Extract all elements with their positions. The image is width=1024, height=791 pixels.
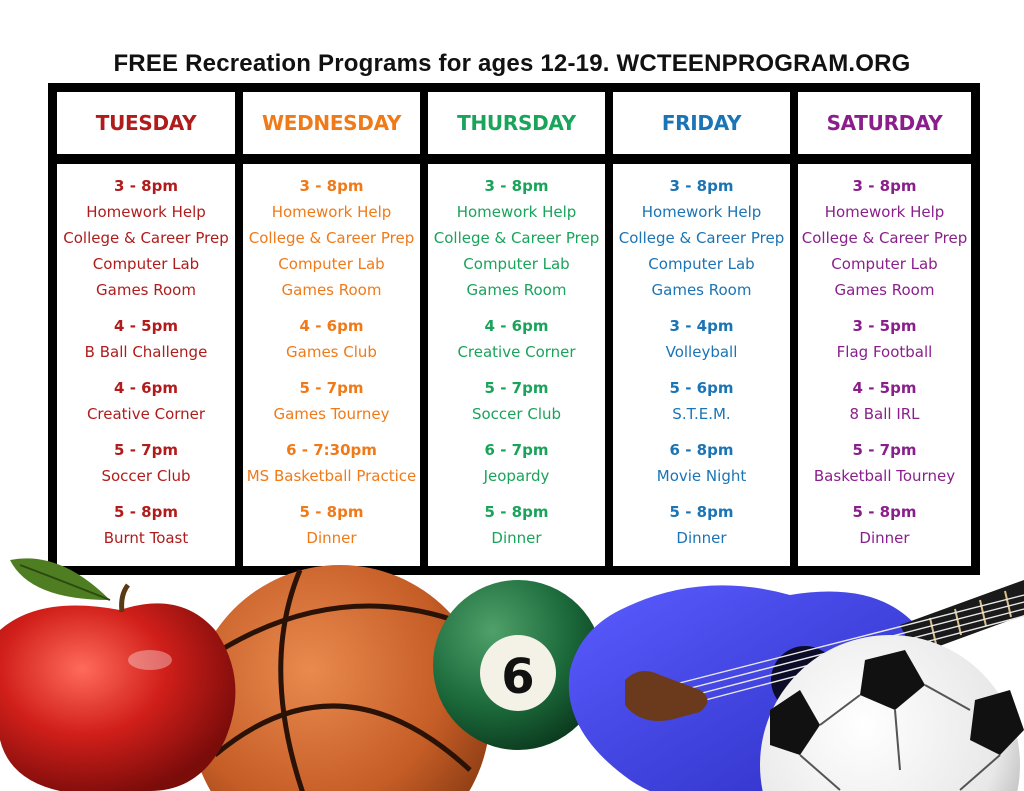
slot-time: 6 - 8pm <box>669 441 734 459</box>
activity-name: Basketball Tourney <box>813 467 956 485</box>
time-slot <box>798 313 971 365</box>
day-header: TUESDAY <box>57 92 235 154</box>
activity-name: College & Career Prep <box>63 229 229 247</box>
activity-name: College & Career Prep <box>801 229 968 247</box>
slot-time: 4 - 6pm <box>114 379 178 397</box>
activity-name: Games Room <box>651 281 752 299</box>
apple-image <box>0 558 235 791</box>
activity-name: Creative Corner <box>86 405 206 423</box>
slot-time: 3 - 4pm <box>669 317 734 335</box>
activity-name: S.T.E.M. <box>672 405 731 423</box>
time-slot <box>57 173 235 303</box>
activity-name: Homework Help <box>86 203 206 221</box>
slot-time: 4 - 6pm <box>299 317 364 335</box>
schedule-table <box>48 83 980 575</box>
activity-name: Dinner <box>491 529 542 547</box>
day-schedule <box>613 164 790 566</box>
time-slot <box>428 375 605 427</box>
time-slot <box>243 173 420 303</box>
time-slot <box>798 173 971 303</box>
day-header: THURSDAY <box>428 92 605 154</box>
time-slot <box>243 437 420 489</box>
slot-time: 5 - 8pm <box>484 503 549 521</box>
billiard-number: 6 <box>501 649 535 705</box>
slot-time: 4 - 5pm <box>852 379 917 397</box>
activity-name: Creative Corner <box>457 343 576 361</box>
slot-time: 5 - 8pm <box>669 503 734 521</box>
activity-name: Computer Lab <box>92 255 200 273</box>
time-slot <box>57 375 235 427</box>
activity-name: Volleyball <box>665 343 738 361</box>
slot-time: 3 - 8pm <box>669 177 734 195</box>
activity-name: Burnt Toast <box>103 529 189 547</box>
activity-name: Computer Lab <box>831 255 938 273</box>
slot-time: 5 - 7pm <box>299 379 364 397</box>
day-column <box>243 92 420 566</box>
day-schedule <box>57 164 235 566</box>
slot-time: 3 - 8pm <box>299 177 364 195</box>
time-slot <box>798 437 971 489</box>
activity-name: Soccer Club <box>101 467 191 485</box>
activity-name: Jeopardy <box>483 467 550 485</box>
day-schedule <box>243 164 420 566</box>
time-slot <box>613 375 790 427</box>
activity-name: MS Basketball Practice <box>246 467 417 485</box>
activity-name: B Ball Challenge <box>84 343 208 361</box>
illustration-strip <box>0 540 1024 791</box>
activity-name: Homework Help <box>641 203 762 221</box>
time-slot <box>243 313 420 365</box>
time-slot <box>613 173 790 303</box>
day-column <box>57 92 235 566</box>
slot-time: 5 - 7pm <box>114 441 178 459</box>
day-column <box>428 92 605 566</box>
slot-time: 3 - 8pm <box>852 177 917 195</box>
time-slot <box>613 313 790 365</box>
slot-time: 4 - 6pm <box>484 317 549 335</box>
time-slot <box>57 313 235 365</box>
slot-time: 5 - 8pm <box>114 503 178 521</box>
activity-name: 8 Ball IRL <box>849 405 920 423</box>
activity-name: College & Career Prep <box>433 229 600 247</box>
slot-time: 6 - 7:30pm <box>286 441 377 459</box>
activity-name: Games Room <box>281 281 382 299</box>
activity-name: College & Career Prep <box>248 229 415 247</box>
slot-time: 5 - 8pm <box>852 503 917 521</box>
slot-time: 3 - 8pm <box>484 177 549 195</box>
activity-name: Movie Night <box>656 467 747 485</box>
day-header: FRIDAY <box>613 92 790 154</box>
activity-name: Computer Lab <box>278 255 385 273</box>
slot-time: 4 - 5pm <box>114 317 178 335</box>
day-schedule <box>428 164 605 566</box>
slot-time: 3 - 5pm <box>852 317 917 335</box>
activity-name: Dinner <box>306 529 357 547</box>
day-header: SATURDAY <box>798 92 971 154</box>
activity-name: Games Club <box>286 343 377 361</box>
activity-name: Dinner <box>676 529 727 547</box>
slot-time: 5 - 7pm <box>852 441 917 459</box>
activity-name: Computer Lab <box>648 255 755 273</box>
activity-name: Homework Help <box>271 203 392 221</box>
activity-name: Dinner <box>859 529 910 547</box>
day-schedule <box>798 164 971 566</box>
time-slot <box>428 437 605 489</box>
day-column <box>798 92 971 566</box>
activity-name: Homework Help <box>456 203 577 221</box>
slot-time: 6 - 7pm <box>484 441 549 459</box>
time-slot <box>798 375 971 427</box>
activity-name: Homework Help <box>824 203 945 221</box>
slot-time: 5 - 6pm <box>669 379 734 397</box>
activity-name: Games Room <box>96 281 196 299</box>
activity-name: Games Tourney <box>273 405 390 423</box>
activity-name: Games Room <box>466 281 567 299</box>
time-slot <box>428 313 605 365</box>
time-slot <box>613 437 790 489</box>
time-slot <box>428 173 605 303</box>
time-slot <box>243 375 420 427</box>
page-title: FREE Recreation Programs for ages 12-19. WCTEENPROGRAM.ORG <box>113 50 911 77</box>
activity-name: Flag Football <box>836 343 933 361</box>
slot-time: 5 - 8pm <box>299 503 364 521</box>
activity-name: Computer Lab <box>463 255 570 273</box>
slot-time: 5 - 7pm <box>484 379 549 397</box>
activity-name: Soccer Club <box>471 405 562 423</box>
time-slot <box>57 437 235 489</box>
slot-time: 3 - 8pm <box>114 177 178 195</box>
activity-name: College & Career Prep <box>618 229 785 247</box>
day-header: WEDNESDAY <box>243 92 420 154</box>
activity-name: Games Room <box>834 281 935 299</box>
day-column <box>613 92 790 566</box>
